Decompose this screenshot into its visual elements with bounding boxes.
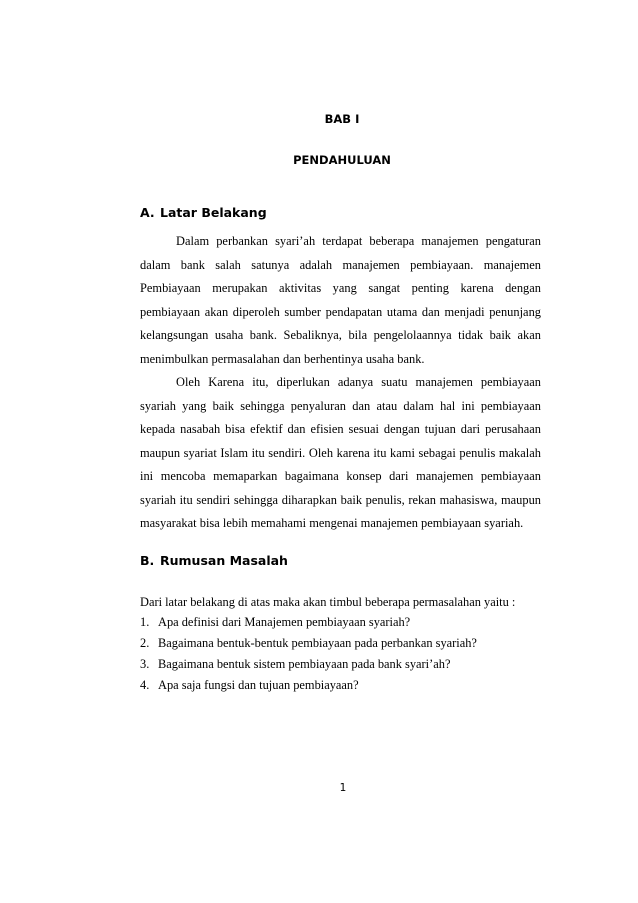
question-list [140, 612, 477, 696]
page-number: 1 [339, 782, 347, 794]
chapter-title: PENDAHULUAN [293, 153, 391, 167]
list-item-number: 4. [140, 678, 150, 692]
section-b-intro: Dari latar belakang di atas maka akan timbul beberapa permasalahan yaitu : [140, 595, 516, 609]
paragraph-2: Oleh Karena itu, diperlukan adanya suatu manajemen pembiayaan syariah yang baik sehingga penyaluran dan atau dalam hal ini pembiayaan kepada nasabah bisa efektif dan efisien sesuai dengan tujuan dari perusahaan maupun syariat Islam itu sendiri. Oleh karena itu kami sebagai penulis makalah ini mencoba memaparkan bagaimana konsep dari manajemen pembiayaan syariah itu sendiri sehingga diharapkan baik penulis, rekan mahasiswa, maupun masyarakat bisa lebih memahami mengenai manajemen pembiayaan syariah. [140, 375, 541, 530]
paragraph-1: Dalam perbankan syari’ah terdapat beberapa manajemen pengaturan dalam bank salah satunya adalah manajemen pembiayaan. manajemen Pembiayaan merupakan aktivitas yang sangat penting karena dengan pembiayaan akan diperoleh sumber pendapatan utama dan menjadi penunjang kelangsungan usaha bank. Sebaliknya, bila pengelolaannya tidak baik akan menimbulkan permasalahan dan berhentinya usaha bank. [140, 234, 541, 366]
list-item [140, 675, 477, 696]
list-item-text: Apa definisi dari Manajemen pembiayaan syariah? [158, 615, 411, 629]
list-item [140, 612, 477, 633]
section-a-heading [140, 205, 267, 220]
list-item-number: 3. [140, 657, 150, 671]
section-b-title: Rumusan Masalah [160, 553, 288, 568]
list-item-text: Bagaimana bentuk-bentuk pembiayaan pada perbankan syariah? [158, 636, 477, 650]
section-b-number: B. [140, 553, 155, 568]
list-item-number: 1. [140, 615, 150, 629]
section-b-heading [140, 553, 288, 568]
section-a-number: A. [140, 205, 155, 220]
list-item-number: 2. [140, 636, 150, 650]
list-item-text: Apa saja fungsi dan tujuan pembiayaan? [158, 678, 359, 692]
chapter-heading: BAB I [324, 112, 360, 126]
list-item-text: Bagaimana bentuk sistem pembiayaan pada bank syari’ah? [158, 657, 451, 671]
section-a-title: Latar Belakang [160, 205, 267, 220]
list-item [140, 654, 477, 675]
list-item [140, 633, 477, 654]
